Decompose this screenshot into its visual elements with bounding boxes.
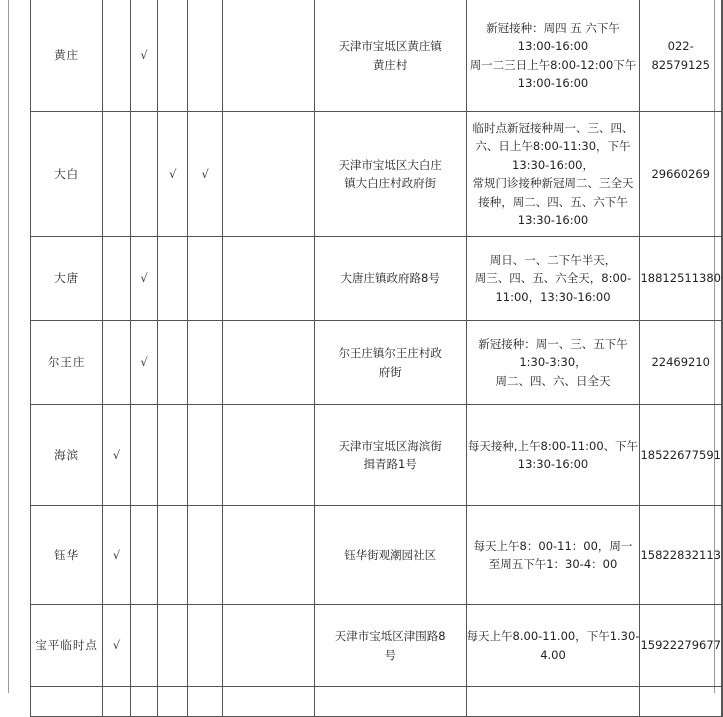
site-name-cell [31, 687, 103, 717]
service-time-line: 每天上午8：00-11：00，周一 [473, 538, 633, 553]
empty-mark-cell [158, 687, 188, 717]
empty-mark-cell [223, 112, 315, 237]
empty-mark-cell [223, 237, 315, 321]
phone-cell: 22469210 [640, 321, 722, 405]
empty-mark-cell [130, 687, 158, 717]
empty-mark-cell [103, 687, 131, 717]
empty-mark-cell [223, 405, 315, 506]
empty-mark-cell [103, 321, 131, 405]
address-line: 号 [384, 647, 396, 662]
service-time-cell [466, 237, 640, 321]
empty-mark-cell [188, 321, 223, 405]
service-time-line: 至周五下午1：30-4：00 [488, 557, 618, 571]
empty-mark-cell [188, 605, 223, 687]
address-line: 尔王庄镇尔王庄村政 [338, 346, 442, 360]
address-line: 府街 [378, 364, 402, 379]
check-mark-cell: √ [103, 506, 131, 605]
address-line: 黄庄村 [372, 57, 408, 72]
empty-mark-cell [130, 112, 158, 237]
empty-mark-cell [223, 0, 315, 112]
empty-mark-cell [158, 605, 188, 687]
address-line: 天津市宝坻区黄庄镇 [338, 39, 442, 53]
table-row [31, 506, 723, 605]
address-cell [314, 605, 466, 687]
notes-cell [722, 506, 723, 605]
service-time-line: 周二、四、六、日全天 [495, 373, 611, 388]
service-time-line: 接种，周二、四、五、六下午 [478, 194, 628, 209]
service-time-cell [466, 405, 640, 506]
notes-cell [722, 0, 723, 112]
phone-cell: 15822832113 [640, 506, 722, 605]
table-row [31, 405, 723, 506]
check-mark-cell: √ [188, 112, 223, 237]
empty-mark-cell [188, 405, 223, 506]
table-row [31, 237, 723, 321]
check-mark-cell: √ [158, 112, 188, 237]
address-cell [314, 405, 466, 506]
phone-cell: 18522677591 [640, 405, 722, 506]
empty-mark-cell [130, 605, 158, 687]
address-line: 天津市宝坻区大白庄 [338, 157, 442, 172]
page-border-left [8, 0, 9, 693]
address-cell [314, 237, 466, 321]
phone-cell [640, 687, 722, 717]
service-time-line: 1:30-3:30， [519, 355, 587, 370]
notes-cell [722, 112, 723, 237]
check-mark-cell: √ [103, 605, 131, 687]
address-line: 镇大白庄村政府街 [344, 176, 437, 190]
empty-mark-cell [103, 0, 131, 112]
table-row [31, 0, 723, 112]
notes-cell [722, 405, 723, 506]
empty-mark-cell [188, 0, 223, 112]
service-time-line: 13:30-16:00 [517, 213, 589, 227]
service-time-line: 每天接种,上午8:00-11:00、下午 [467, 438, 639, 453]
address-cell [314, 321, 466, 405]
check-mark-cell: √ [103, 405, 131, 506]
service-time-cell [466, 687, 640, 717]
empty-mark-cell [223, 605, 315, 687]
service-time-line: 4.00 [540, 647, 566, 662]
empty-mark-cell [103, 112, 131, 237]
site-name-cell: 大白 [31, 112, 103, 237]
empty-mark-cell [223, 687, 315, 717]
check-mark-cell: √ [130, 237, 158, 321]
service-time-line: 13:30-16:00， [512, 157, 594, 172]
empty-mark-cell [103, 237, 131, 321]
service-time-cell [466, 605, 640, 687]
phone-cell: 15922279677 [640, 605, 722, 687]
empty-mark-cell [188, 237, 223, 321]
table-row [31, 605, 723, 687]
notes-cell [722, 605, 723, 687]
address-cell [314, 112, 466, 237]
table-row [31, 112, 723, 237]
address-line: 大唐庄镇政府路8号 [340, 271, 440, 286]
service-time-line: 新冠接种：周四 五 六下午 [486, 20, 620, 35]
empty-mark-cell [223, 506, 315, 605]
empty-mark-cell [188, 687, 223, 717]
site-name-cell: 宝平临时点 [31, 605, 103, 687]
notes-cell [722, 687, 723, 717]
service-time-line: 周一二三日上午8:00-12:00下午 [469, 57, 637, 72]
notes-cell [722, 321, 723, 405]
phone-cell: 29660269 [640, 112, 722, 237]
service-time-cell [466, 112, 640, 237]
service-time-line: 每天上午8.00-11.00，下午1.30- [466, 629, 640, 643]
service-time-line: 13:30-16:00 [517, 457, 589, 471]
phone-cell: 18812511380 [640, 237, 722, 321]
site-name-cell: 尔王庄 [31, 321, 103, 405]
service-time-cell [466, 321, 640, 405]
empty-mark-cell [130, 506, 158, 605]
table-row [31, 321, 723, 405]
address-cell [314, 0, 466, 112]
service-time-line: 六、日上午8:00-11:30，下午 [475, 139, 631, 153]
address-line: 天津市宝坻区海滨街 [338, 438, 442, 453]
service-time-line: 周三、四、五、六全天，8:00- [474, 271, 632, 286]
table-row [31, 687, 723, 717]
site-name-cell: 黄庄 [31, 0, 103, 112]
address-cell [314, 506, 466, 605]
site-name-cell: 海滨 [31, 405, 103, 506]
check-mark-cell: √ [130, 321, 158, 405]
empty-mark-cell [223, 321, 315, 405]
empty-mark-cell [158, 0, 188, 112]
service-time-line: 周日、一、二下午半天， [489, 252, 617, 267]
address-line: 天津市宝坻区津围路8 [334, 629, 446, 643]
address-line: 钰华街观潮园社区 [344, 547, 437, 562]
service-time-line: 13:00-16:00 [517, 76, 589, 90]
service-time-line: 新冠接种：周一、三、五下午 [478, 336, 628, 351]
service-time-line: 临时点新冠接种周一、三、四、 [472, 120, 634, 135]
address-cell [314, 687, 466, 717]
empty-mark-cell [158, 237, 188, 321]
site-name-cell: 大唐 [31, 237, 103, 321]
service-time-line: 13:00-16:00 [517, 39, 589, 53]
phone-cell: 022-82579125 [640, 0, 722, 112]
check-mark-cell: √ [130, 0, 158, 112]
empty-mark-cell [188, 506, 223, 605]
empty-mark-cell [130, 405, 158, 506]
empty-mark-cell [158, 405, 188, 506]
service-time-line: 常规门诊接种新冠周二、三全天 [472, 176, 634, 190]
service-time-line: 11:00，13:30-16:00 [495, 289, 611, 304]
site-name-cell: 钰华 [31, 506, 103, 605]
notes-cell [722, 237, 723, 321]
service-time-cell [466, 506, 640, 605]
empty-mark-cell [158, 506, 188, 605]
address-line: 揖青路1号 [363, 457, 417, 471]
service-time-cell [466, 0, 640, 112]
vaccination-sites-table [30, 0, 723, 717]
empty-mark-cell [158, 321, 188, 405]
